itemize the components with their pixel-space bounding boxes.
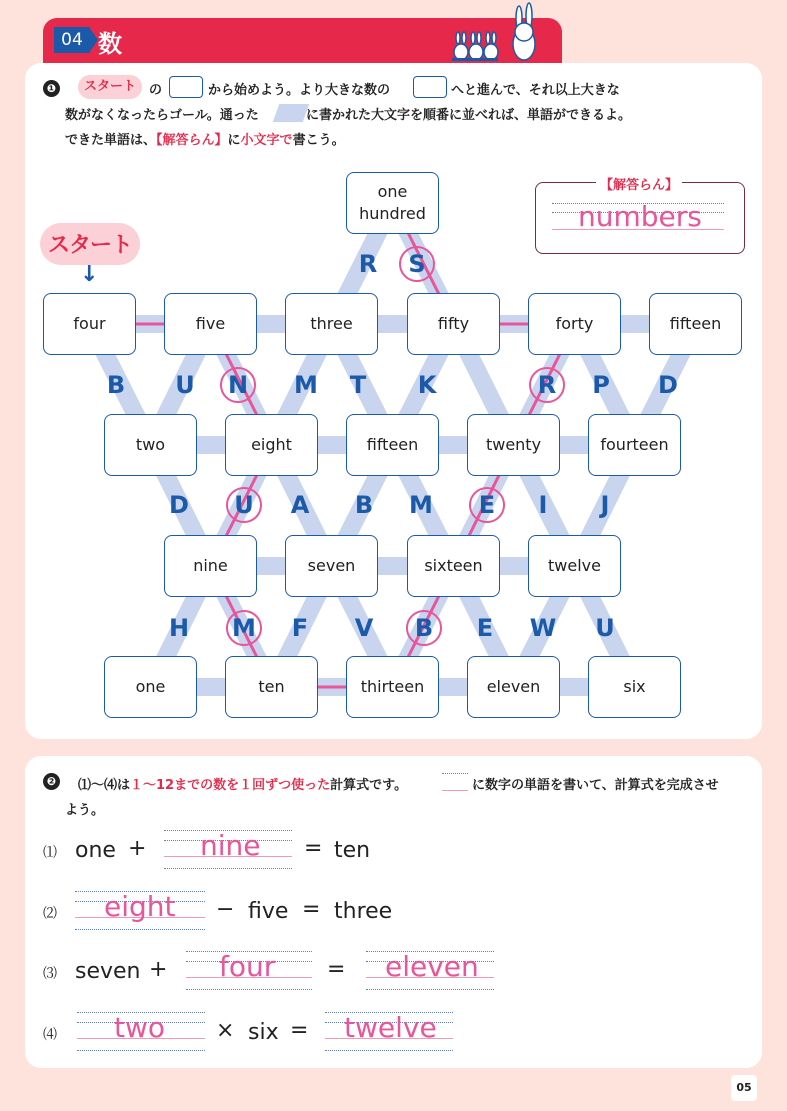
letter-circled: E — [469, 487, 505, 523]
number-box — [285, 293, 378, 355]
number-box — [164, 293, 257, 355]
guide-line — [77, 1050, 205, 1051]
eq1-term: ten — [334, 838, 371, 863]
number-box-label: five — [195, 314, 226, 333]
q1-text: から始めよう。より大きな数の — [208, 83, 391, 98]
number-box — [346, 414, 439, 476]
eq1-number: ⑴ — [43, 845, 57, 861]
eq3-term: seven — [75, 959, 141, 984]
letter-circled: M — [226, 610, 262, 646]
number-box — [225, 656, 318, 718]
eq2-term: five — [248, 899, 289, 924]
letter-circled: U — [226, 487, 262, 523]
q2-instruction: ⑴〜⑷は１〜12までの数を１回ずつ使った計算式です。 — [78, 778, 408, 793]
letter: H — [168, 614, 190, 642]
eq3-answer: four — [219, 950, 276, 983]
number-box-label: one — [135, 677, 166, 696]
number-box-label: seven — [307, 556, 356, 575]
number-box-label: nine — [193, 556, 228, 575]
number-box — [346, 172, 439, 234]
number-box — [104, 656, 197, 718]
letter: P — [592, 371, 610, 399]
letter: M — [294, 371, 318, 399]
letter: W — [529, 614, 557, 642]
number-box — [649, 293, 742, 355]
eq3-op: + — [149, 957, 168, 982]
eq3-number: ⑶ — [43, 966, 57, 982]
number-box-label: fourteen — [600, 435, 669, 454]
number-box-label: two — [135, 435, 166, 454]
q1-text: に書かれた大文字を順番に並べれば、単語ができるよ。 — [306, 108, 632, 123]
eq1-op: + — [128, 836, 147, 861]
guide-line — [366, 989, 494, 990]
letter: I — [538, 491, 548, 519]
number-box — [407, 535, 500, 597]
blank-symbol — [442, 773, 468, 791]
letter: T — [349, 371, 367, 399]
eq1-op: = — [304, 836, 323, 861]
number-box-label: fifteen — [669, 314, 722, 333]
unit-title: 数 — [98, 30, 122, 58]
number-box — [588, 414, 681, 476]
letter-circled: S — [399, 246, 435, 282]
number-box-label: twenty — [485, 435, 542, 454]
number-box — [467, 656, 560, 718]
number-box-label: ten — [258, 677, 285, 696]
number-box — [588, 656, 681, 718]
number-box — [346, 656, 439, 718]
number-box-label: twelve — [548, 556, 601, 575]
eq1-term: one — [75, 838, 116, 863]
q2-instruction: に数字の単語を書いて、計算式を完成させ — [472, 778, 719, 793]
unit-number: 04 — [54, 27, 90, 53]
q2-bullet: ❷ — [43, 773, 60, 790]
number-box — [528, 535, 621, 597]
eq2-op: − — [216, 897, 235, 922]
letter: U — [595, 614, 615, 642]
number-box-label: fifteen — [366, 435, 419, 454]
eq2-term: three — [334, 899, 393, 924]
number-box — [528, 293, 621, 355]
letter: J — [600, 491, 610, 519]
q2-instruction: よう。 — [65, 803, 105, 818]
letter: K — [417, 371, 437, 399]
number-box — [164, 535, 257, 597]
letter-circled: R — [529, 367, 565, 403]
number-box-label: three — [310, 314, 353, 333]
guide-line — [325, 1050, 453, 1051]
letter: D — [169, 491, 189, 519]
letter: F — [291, 614, 309, 642]
number-box-label: fifty — [437, 314, 470, 333]
q1-bullet: ❶ — [43, 80, 60, 97]
letter: M — [409, 491, 433, 519]
start-chip: スタート — [78, 75, 142, 99]
eq4-term: six — [248, 1020, 279, 1045]
q1-text: 数がなくなったらゴール。通った — [65, 108, 259, 123]
eq4-number: ⑷ — [43, 1027, 57, 1043]
letter: V — [354, 614, 374, 642]
letter: E — [476, 614, 494, 642]
letter: A — [290, 491, 310, 519]
guide-line — [164, 868, 292, 869]
eq4-op: × — [216, 1018, 235, 1043]
eq2-op: = — [302, 897, 321, 922]
answer-label: 【解答らん】 — [596, 174, 682, 193]
guide-line — [186, 989, 312, 990]
eq4-answer: twelve — [344, 1011, 437, 1044]
page-number: 05 — [731, 1075, 757, 1101]
letter: R — [358, 250, 378, 278]
number-box-label: eleven — [486, 677, 541, 696]
letter: U — [175, 371, 195, 399]
letter: B — [354, 491, 374, 519]
number-box — [407, 293, 500, 355]
guide-line — [75, 929, 205, 930]
number-box — [104, 414, 197, 476]
number-box — [467, 414, 560, 476]
letter-circled: B — [406, 610, 442, 646]
letter-circled: N — [220, 367, 256, 403]
number-box-label: forty — [555, 314, 594, 333]
eq2-answer: eight — [104, 890, 176, 923]
q1-text: の — [149, 83, 163, 98]
eq4-answer: two — [114, 1011, 166, 1044]
start-label: スタート — [48, 233, 133, 258]
eq2-number: ⑵ — [43, 906, 57, 922]
number-box-label: six — [623, 677, 646, 696]
number-box — [285, 535, 378, 597]
eq3-op: = — [327, 957, 346, 982]
number-box-label: four — [73, 314, 106, 333]
number-box-label: one hundred — [359, 182, 426, 223]
number-box-label: sixteen — [424, 556, 483, 575]
number-box-label: thirteen — [360, 677, 425, 696]
number-box — [225, 414, 318, 476]
answer-word: numbers — [578, 200, 702, 233]
eq1-answer: nine — [200, 829, 261, 862]
q1-text: できた単語は、【解答らん】に小文字で書こう。 — [65, 133, 345, 148]
down-arrow-icon: ↓ — [80, 262, 99, 287]
eq3-answer: eleven — [385, 950, 479, 983]
letter: B — [106, 371, 126, 399]
number-box — [43, 293, 136, 355]
q1-text: へと進んで、それ以上大きな — [451, 83, 620, 98]
eq4-op: = — [290, 1018, 309, 1043]
number-box-label: eight — [251, 435, 292, 454]
letter: D — [658, 371, 678, 399]
